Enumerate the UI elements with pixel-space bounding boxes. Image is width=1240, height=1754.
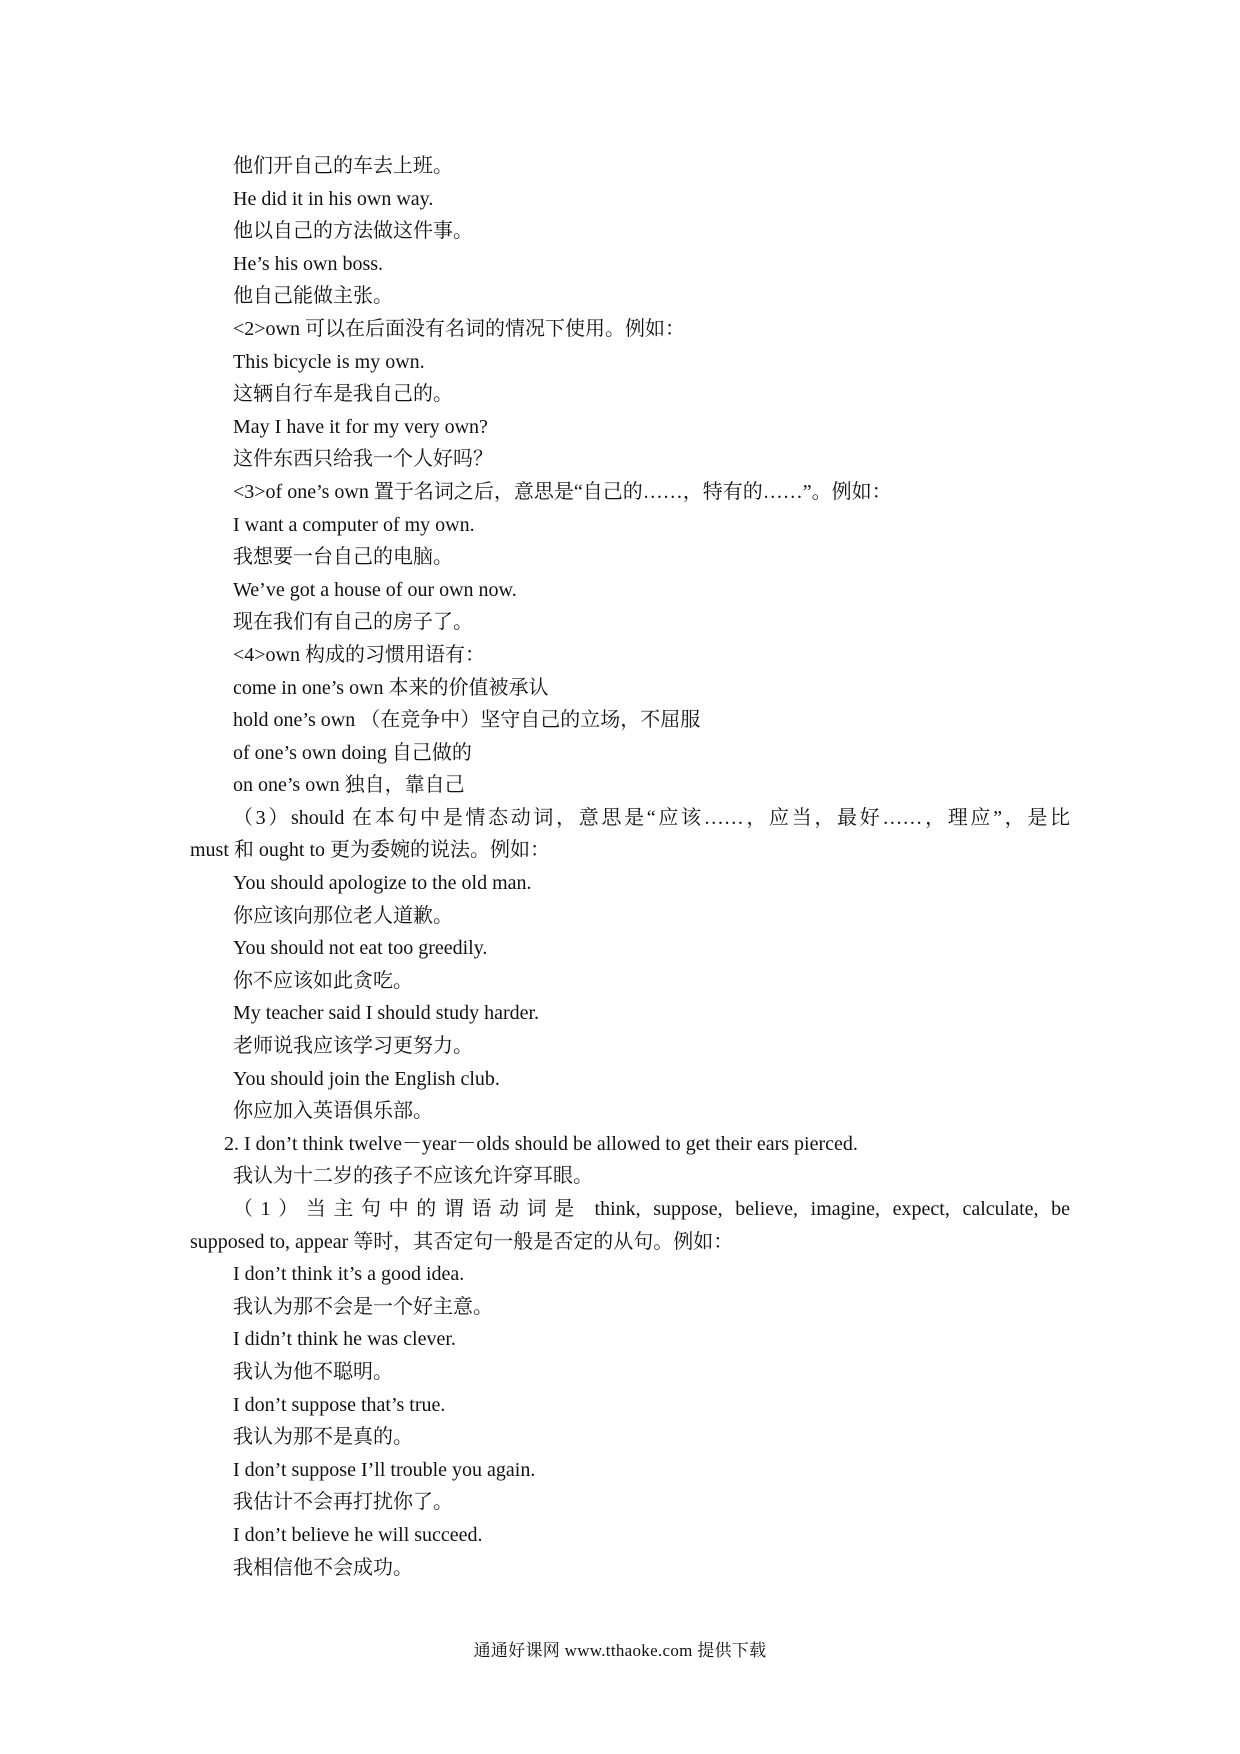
text-line: 他们开自己的车去上班。 [233,155,453,177]
text-line: I don’t suppose that’s true. [233,1393,446,1416]
text-line: He’s his own boss. [233,252,384,275]
subheading-of-ones-own: <3>of one’s own 置于名词之后，意思是“自己的……，特有的……”。例如： [233,480,892,503]
text-line: You should apologize to the old man. [233,872,532,895]
text-line: We’ve got a house of our own now. [233,578,517,601]
idiom-line: hold one’s own （在竞争中）坚守自己的立场，不屈服 [233,709,701,732]
subheading-own-idioms: <4>own 构成的习惯用语有： [233,643,486,666]
text-line: You should not eat too greedily. [233,937,488,960]
text-line: 我估计不会再打扰你了。 [233,1491,453,1514]
text-line: 他以自己的方法做这件事。 [233,220,473,243]
text-line: 你不应该如此贪吃。 [233,969,413,992]
text-line: I didn’t think he was clever. [233,1328,456,1351]
text-line: I don’t think it’s a good idea. [233,1263,465,1286]
idiom-line: come in one’s own 本来的价值被承认 [233,676,549,699]
text-line: I don’t believe he will succeed. [233,1523,483,1546]
paragraph-should-start: （3）should 在本句中是情态动词，意思是“应该……，应当，最好……，理应”，是比 [233,806,1070,829]
numbered-item-2: 2. I don’t think twelve－year－olds should be allowed to get their ears pierced. [224,1132,858,1155]
idiom-line: of one’s own doing 自己做的 [233,741,472,764]
page-footer: 通通好课网 www.tthaoke.com 提供下载 [473,1641,767,1660]
text-line: 我认为他不聪明。 [233,1360,393,1383]
text-line: He did it in his own way. [233,187,434,210]
text-line: 我相信他不会成功。 [233,1556,413,1579]
paragraph-should-end: must 和 ought to 更为委婉的说法。例如： [190,839,551,862]
text-line: You should join the English club. [233,1067,500,1090]
text-line: 我认为那不是真的。 [233,1426,413,1449]
text-line: 我认为那不会是一个好主意。 [233,1295,493,1318]
text-line: 这辆自行车是我自己的。 [233,383,453,406]
text-line: 老师说我应该学习更努力。 [233,1035,473,1058]
text-line: May I have it for my very own? [233,415,488,438]
text-line: This bicycle is my own. [233,350,425,373]
text-line: I don’t suppose I’ll trouble you again. [233,1458,536,1481]
paragraph-negation-start: （1）当主句中的谓语动词是 think, suppose, believe, imagine, expect, calculate, be [233,1198,1070,1220]
text-line: 现在我们有自己的房子了。 [233,611,473,634]
text-line: 他自己能做主张。 [233,285,393,308]
text-line: My teacher said I should study harder. [233,1002,540,1025]
text-line: 这件东西只给我一个人好吗？ [233,448,493,471]
subheading-own-no-noun: <2>own 可以在后面没有名词的情况下使用。例如： [233,317,686,340]
idiom-line: on one’s own 独自，靠自己 [233,774,465,797]
document-body [190,150,1070,1584]
text-line: 你应该向那位老人道歉。 [233,904,453,927]
text-line: I want a computer of my own. [233,513,475,536]
text-line: 我想要一台自己的电脑。 [233,546,453,569]
paragraph-negation-end: supposed to, appear 等时，其否定句一般是否定的从句。例如： [190,1230,734,1253]
text-line: 我认为十二岁的孩子不应该允许穿耳眼。 [233,1165,593,1188]
text-line: 你应加入英语俱乐部。 [233,1100,433,1123]
